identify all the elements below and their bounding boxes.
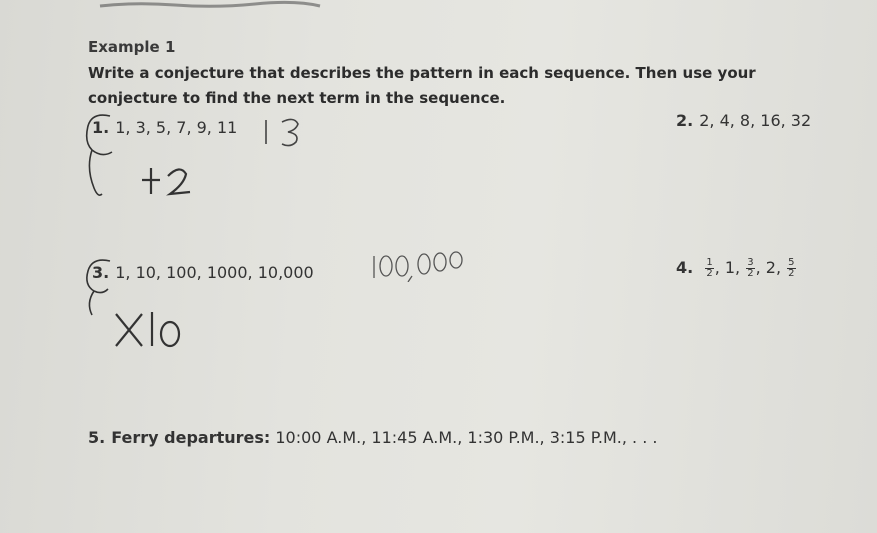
problem-number: 4.: [676, 258, 694, 277]
problem-sequence: 2, 4, 8, 16, 32: [699, 111, 812, 130]
handwritten-answer-1: [258, 116, 318, 148]
handwritten-answer-3: [368, 250, 498, 282]
instructions-line-1: Write a conjecture that describes the pattern in each sequence. Then use your: [88, 64, 756, 82]
problem-sequence: 1, 10, 100, 1000, 10,000: [115, 263, 314, 282]
problem-sequence: 1, 3, 5, 7, 9, 11: [115, 118, 238, 137]
problem-3: [92, 263, 314, 282]
whole-term: 2: [765, 258, 776, 277]
problem-1: [92, 118, 237, 137]
problem-sequence: 10:00 A.M., 11:45 A.M., 1:30 P.M., 3:15 P.M., . . .: [275, 428, 658, 447]
fraction-term: $\frac{5}{2}$: [788, 257, 795, 279]
problem-5: [88, 428, 657, 447]
whole-term: 1: [724, 258, 736, 277]
problem-number: 1.: [92, 118, 110, 137]
fraction-term: $\frac{3}{2}$: [747, 257, 754, 279]
problem-number: 5.: [88, 428, 106, 447]
handwritten-rule-1: [138, 160, 198, 200]
fraction-term: $\frac{1}{2}$: [706, 257, 713, 279]
problem-number: 3.: [92, 263, 110, 282]
problem-4: 4. $\frac{1}{2}$ , 1, $\frac{3}{2}$ , 2, $\frac{5}{2}$: [676, 257, 795, 279]
instructions-line-2: conjecture to find the next term in the sequence.: [88, 89, 506, 107]
example-heading: Example 1: [88, 38, 176, 56]
problem-2: [676, 111, 811, 130]
cut-off-header-text: [95, 0, 325, 10]
handwritten-rule-3: [112, 308, 192, 350]
problem-number: 2.: [676, 111, 694, 130]
problem-label: Ferry departures:: [111, 428, 271, 447]
